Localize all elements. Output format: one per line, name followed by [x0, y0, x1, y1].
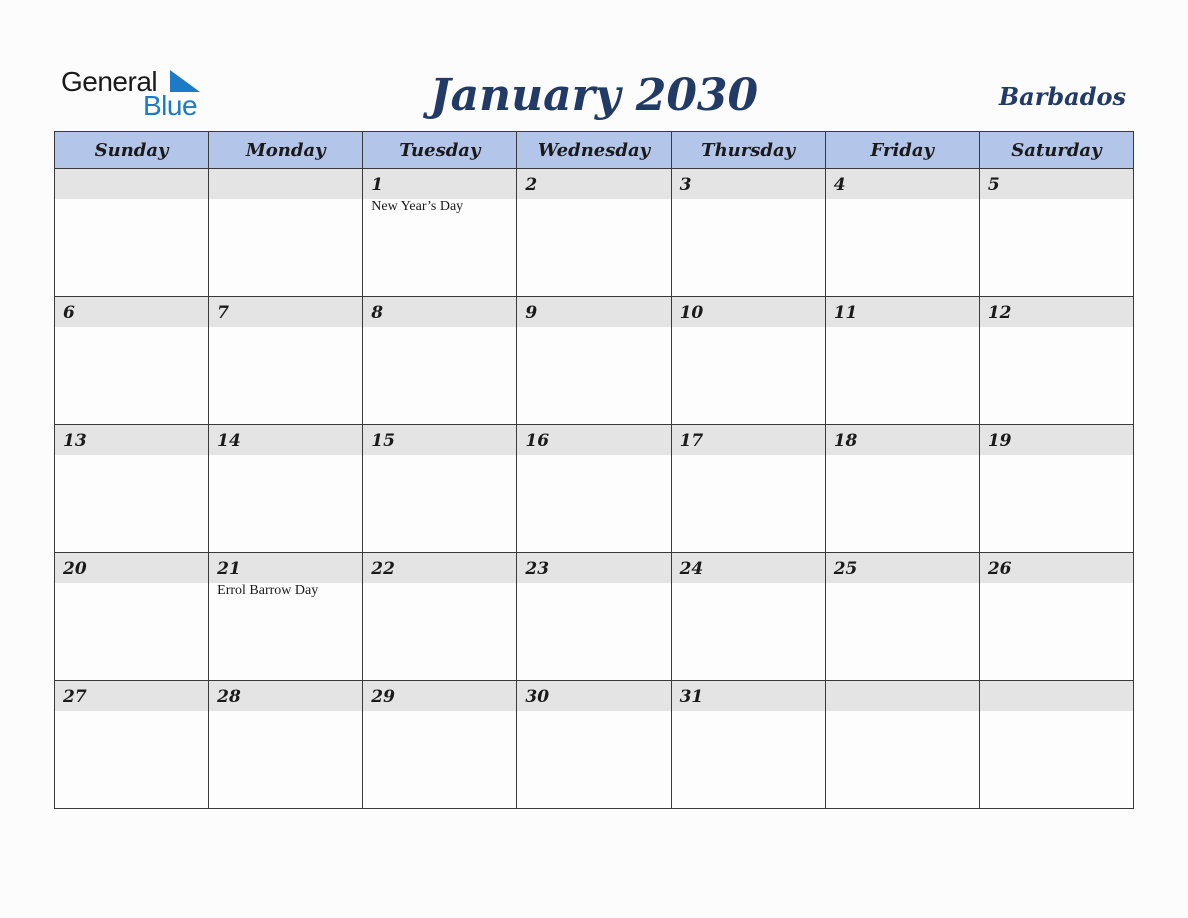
day-number-bar — [55, 425, 208, 455]
day-number-bar — [363, 425, 516, 455]
day-number-bar — [517, 553, 670, 583]
day-number: 8 — [371, 303, 384, 323]
day-cell — [363, 425, 517, 553]
day-cell — [55, 681, 209, 809]
day-cell — [671, 297, 825, 425]
day-number-bar — [363, 681, 516, 711]
day-number-bar — [672, 169, 825, 199]
week-row — [55, 425, 1134, 553]
day-cell — [363, 297, 517, 425]
week-row — [55, 297, 1134, 425]
day-number-bar — [826, 681, 979, 711]
day-number: 13 — [63, 431, 87, 451]
day-number-bar — [363, 169, 516, 199]
logo-text-blue: Blue — [143, 90, 198, 121]
day-number-bar — [517, 681, 670, 711]
day-number-bar — [209, 553, 362, 583]
weekday-header-wednesday: Wednesday — [517, 132, 671, 169]
day-number-bar — [826, 169, 979, 199]
day-number: 7 — [217, 303, 229, 323]
day-number: 5 — [987, 175, 1000, 195]
day-number: 16 — [525, 431, 550, 451]
day-cell — [209, 681, 363, 809]
day-cell — [363, 681, 517, 809]
day-number-bar — [826, 553, 979, 583]
day-cell — [825, 297, 979, 425]
day-number-bar — [209, 297, 362, 327]
day-cell — [671, 681, 825, 809]
day-cell — [825, 553, 979, 681]
week-row — [55, 169, 1134, 297]
day-number-bar — [672, 681, 825, 711]
week-row — [55, 681, 1134, 809]
day-number: 1 — [371, 175, 384, 195]
day-number-bar — [672, 297, 825, 327]
day-cell — [55, 297, 209, 425]
day-number: 10 — [679, 303, 704, 323]
day-number-bar — [980, 425, 1133, 455]
day-number-bar — [363, 553, 516, 583]
day-cell — [209, 169, 363, 297]
calendar-grid — [54, 131, 1134, 809]
day-number: 24 — [679, 559, 704, 579]
day-number: 9 — [525, 303, 538, 323]
weekday-header-monday: Monday — [209, 132, 363, 169]
weekday-header-sunday: Sunday — [55, 132, 209, 169]
weekday-header-tuesday: Tuesday — [363, 132, 517, 169]
day-number-bar — [517, 297, 670, 327]
day-number: 27 — [63, 687, 87, 707]
weekday-header-saturday: Saturday — [979, 132, 1133, 169]
day-number: 31 — [679, 687, 704, 707]
day-cell — [979, 681, 1133, 809]
day-cell — [209, 297, 363, 425]
day-number: 15 — [371, 431, 395, 451]
day-number: 18 — [833, 431, 858, 451]
day-cell — [209, 425, 363, 553]
day-number-bar — [980, 553, 1133, 583]
day-number-bar — [980, 169, 1133, 199]
weekday-header-friday: Friday — [825, 132, 979, 169]
day-number: 17 — [679, 431, 704, 451]
week-row — [55, 553, 1134, 681]
day-number-bar — [517, 425, 670, 455]
month-title: January 2030 — [429, 70, 759, 121]
day-cell — [517, 169, 671, 297]
day-cell — [55, 553, 209, 681]
day-number: 3 — [679, 175, 692, 195]
day-cell — [517, 553, 671, 681]
day-number-bar — [980, 681, 1133, 711]
day-cell — [671, 553, 825, 681]
day-number: 21 — [217, 559, 241, 579]
day-cell — [517, 297, 671, 425]
holiday-label: New Year’s Day — [371, 199, 464, 214]
day-number-bar — [980, 297, 1133, 327]
day-cell — [825, 425, 979, 553]
day-number: 11 — [833, 303, 858, 323]
day-number-bar — [55, 169, 208, 199]
day-number-bar — [55, 553, 208, 583]
day-number: 28 — [217, 687, 241, 707]
day-number-bar — [55, 297, 208, 327]
day-number: 26 — [987, 559, 1012, 579]
day-cell — [979, 169, 1133, 297]
day-number-bar — [209, 169, 362, 199]
day-cell — [55, 425, 209, 553]
day-number: 12 — [987, 303, 1012, 323]
day-number-bar — [209, 681, 362, 711]
day-cell — [363, 553, 517, 681]
logo-text-general: General — [61, 66, 158, 97]
day-number-bar — [517, 169, 670, 199]
day-number-bar — [55, 681, 208, 711]
country-name: Barbados — [998, 82, 1126, 111]
day-number: 20 — [63, 559, 87, 579]
day-number: 23 — [525, 559, 550, 579]
day-number-bar — [826, 425, 979, 455]
day-number-bar — [826, 297, 979, 327]
day-cell — [55, 169, 209, 297]
day-number-bar — [363, 297, 516, 327]
day-cell — [517, 681, 671, 809]
weekday-header-thursday: Thursday — [671, 132, 825, 169]
day-cell — [209, 553, 363, 681]
day-cell — [671, 169, 825, 297]
weekday-header-row — [55, 132, 1134, 169]
calendar-body — [55, 169, 1134, 809]
day-number-bar — [672, 553, 825, 583]
day-cell — [825, 681, 979, 809]
holiday-label: Errol Barrow Day — [217, 583, 319, 598]
day-number: 6 — [63, 303, 75, 323]
day-number: 30 — [525, 687, 550, 707]
day-number: 22 — [371, 559, 395, 579]
day-cell — [979, 425, 1133, 553]
day-cell — [825, 169, 979, 297]
day-number: 19 — [987, 431, 1012, 451]
day-number: 25 — [833, 559, 858, 579]
day-number-bar — [209, 425, 362, 455]
day-number-bar — [672, 425, 825, 455]
day-number: 14 — [217, 431, 241, 451]
day-cell — [363, 169, 517, 297]
day-cell — [979, 553, 1133, 681]
day-cell — [979, 297, 1133, 425]
day-number: 29 — [371, 687, 395, 707]
day-cell — [671, 425, 825, 553]
day-number: 2 — [525, 175, 538, 195]
day-number: 4 — [833, 175, 846, 195]
day-cell — [517, 425, 671, 553]
